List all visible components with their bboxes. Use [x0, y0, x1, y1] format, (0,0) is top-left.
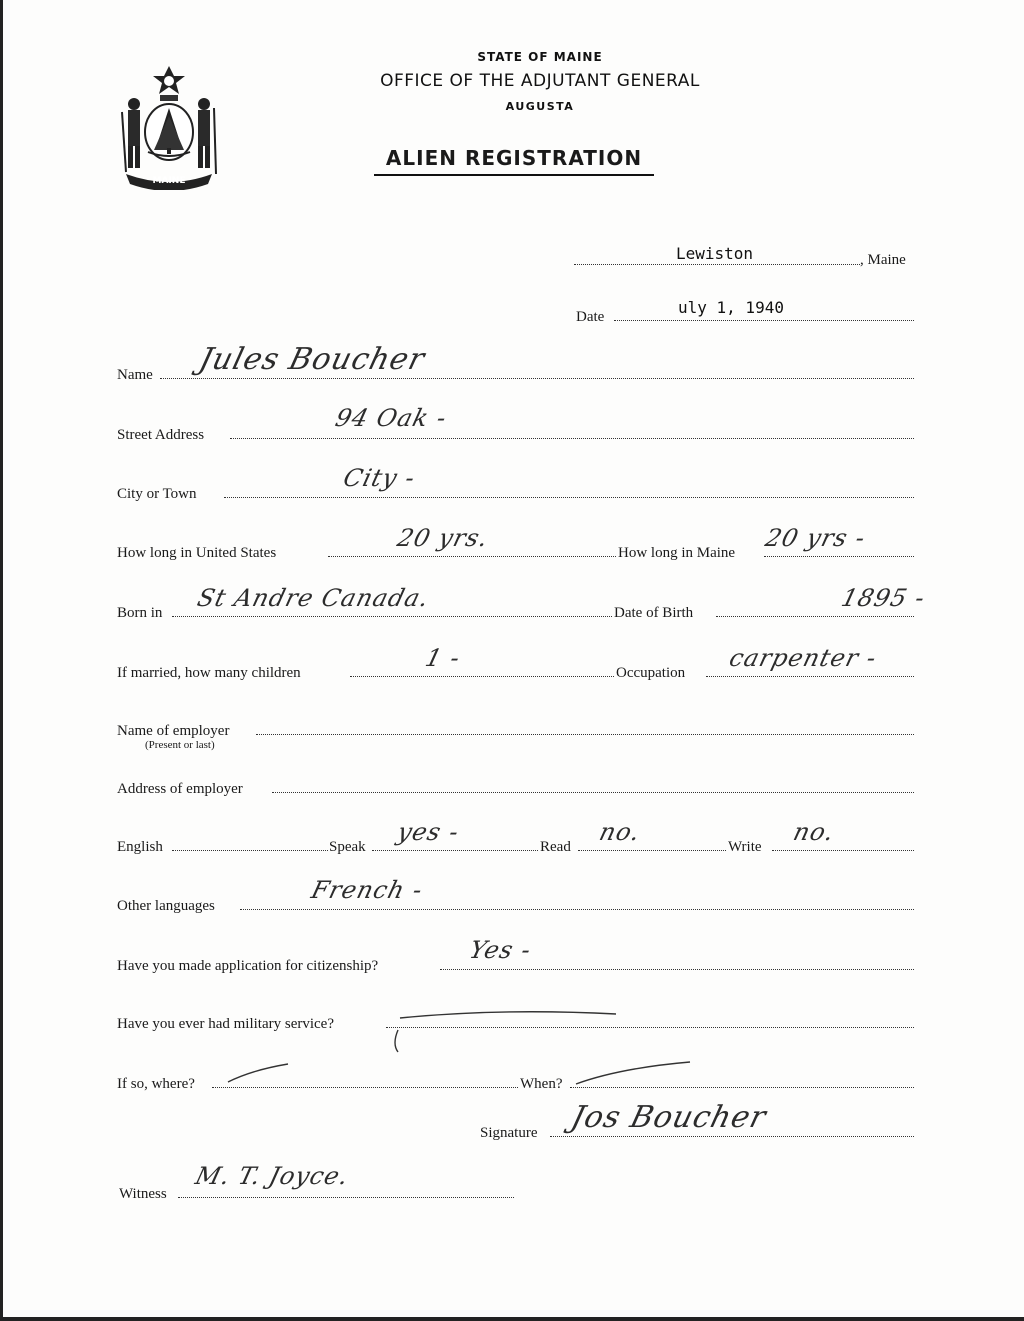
when-dash-stroke — [576, 1062, 690, 1084]
years-us-value[interactable]: 20 yrs. — [394, 524, 492, 552]
place-line — [574, 264, 860, 265]
signature-label: Signature — [480, 1125, 538, 1141]
occupation-label: Occupation — [616, 665, 686, 681]
date-line — [614, 320, 914, 321]
header-state: STATE OF MAINE — [477, 50, 603, 64]
speak-label: Speak — [329, 839, 366, 855]
seal-banner-text: MAINE — [152, 176, 186, 186]
place-state-label: , Maine — [860, 252, 906, 268]
speak-value[interactable]: yes - — [394, 818, 463, 846]
city-label: City or Town — [117, 486, 197, 502]
employer-sublabel: (Present or last) — [145, 739, 215, 751]
write-value[interactable]: no. — [790, 818, 838, 846]
citizenship-value[interactable]: Yes - — [466, 936, 535, 964]
years-us-label: How long in United States — [117, 545, 277, 561]
speak-line — [372, 850, 538, 851]
citizenship-line — [440, 969, 914, 970]
years-maine-line — [764, 556, 914, 557]
signature-line — [550, 1136, 914, 1137]
military-dash-stroke — [400, 1012, 616, 1018]
military-label: Have you ever had military service? — [117, 1016, 334, 1032]
name-value[interactable]: Jules Boucher — [195, 342, 429, 377]
read-value[interactable]: no. — [596, 818, 644, 846]
signature-value[interactable]: Jos Boucher — [567, 1100, 771, 1135]
occupation-value[interactable]: carpenter - — [726, 644, 880, 672]
employer-label: Name of employer — [117, 723, 230, 739]
witness-value[interactable]: M. T. Joyce. — [192, 1162, 352, 1190]
scan-edge-left — [0, 0, 3, 1321]
where-label: If so, where? — [117, 1076, 195, 1092]
where-dash-stroke — [228, 1064, 288, 1082]
scan-edge-bottom — [0, 1317, 1024, 1321]
street-line — [230, 438, 914, 439]
dob-line — [716, 616, 914, 617]
read-line — [578, 850, 726, 851]
occupation-line — [706, 676, 914, 677]
other-languages-line — [240, 909, 914, 910]
children-value[interactable]: 1 - — [422, 644, 464, 672]
citizenship-label: Have you made application for citizenship? — [117, 958, 379, 974]
form-title: ALIEN REGISTRATION — [374, 146, 654, 176]
other-languages-label: Other languages — [117, 898, 215, 914]
english-label: English — [117, 839, 163, 855]
city-value[interactable]: City - — [340, 464, 419, 492]
write-label: Write — [728, 839, 762, 855]
witness-label: Witness — [119, 1186, 167, 1202]
street-label: Street Address — [117, 427, 205, 443]
header-office: OFFICE OF THE ADJUTANT GENERAL — [380, 71, 700, 91]
employer-address-line[interactable] — [272, 792, 914, 793]
born-in-label: Born in — [117, 605, 163, 621]
date-value[interactable]: uly 1, 1940 — [678, 298, 784, 317]
street-value[interactable]: 94 Oak - — [332, 404, 450, 432]
city-line — [224, 497, 914, 498]
born-in-line — [172, 616, 612, 617]
years-maine-value[interactable]: 20 yrs - — [762, 524, 869, 552]
children-label: If married, how many children — [117, 665, 301, 681]
dob-label: Date of Birth — [614, 605, 694, 621]
witness-line — [178, 1197, 514, 1198]
employer-line[interactable] — [256, 734, 914, 735]
name-line — [160, 378, 914, 379]
place-city-value[interactable]: Lewiston — [676, 244, 754, 263]
header-city: AUGUSTA — [505, 100, 575, 113]
when-line[interactable] — [570, 1087, 914, 1088]
english-line — [172, 850, 328, 851]
dob-value[interactable]: 1895 - — [838, 584, 929, 612]
write-line — [772, 850, 914, 851]
name-label: Name — [117, 367, 153, 383]
years-us-line — [328, 556, 616, 557]
military-hook-stroke — [395, 1030, 398, 1052]
other-languages-value[interactable]: French - — [308, 876, 426, 904]
where-line[interactable] — [212, 1087, 518, 1088]
read-label: Read — [540, 839, 571, 855]
employer-address-label: Address of employer — [117, 781, 243, 797]
children-line — [350, 676, 614, 677]
years-maine-label: How long in Maine — [618, 545, 736, 561]
date-label: Date — [576, 309, 605, 325]
military-line[interactable] — [386, 1027, 914, 1028]
born-in-value[interactable]: St Andre Canada. — [194, 584, 433, 612]
maine-state-seal-icon — [116, 62, 222, 190]
when-label: When? — [520, 1076, 563, 1092]
